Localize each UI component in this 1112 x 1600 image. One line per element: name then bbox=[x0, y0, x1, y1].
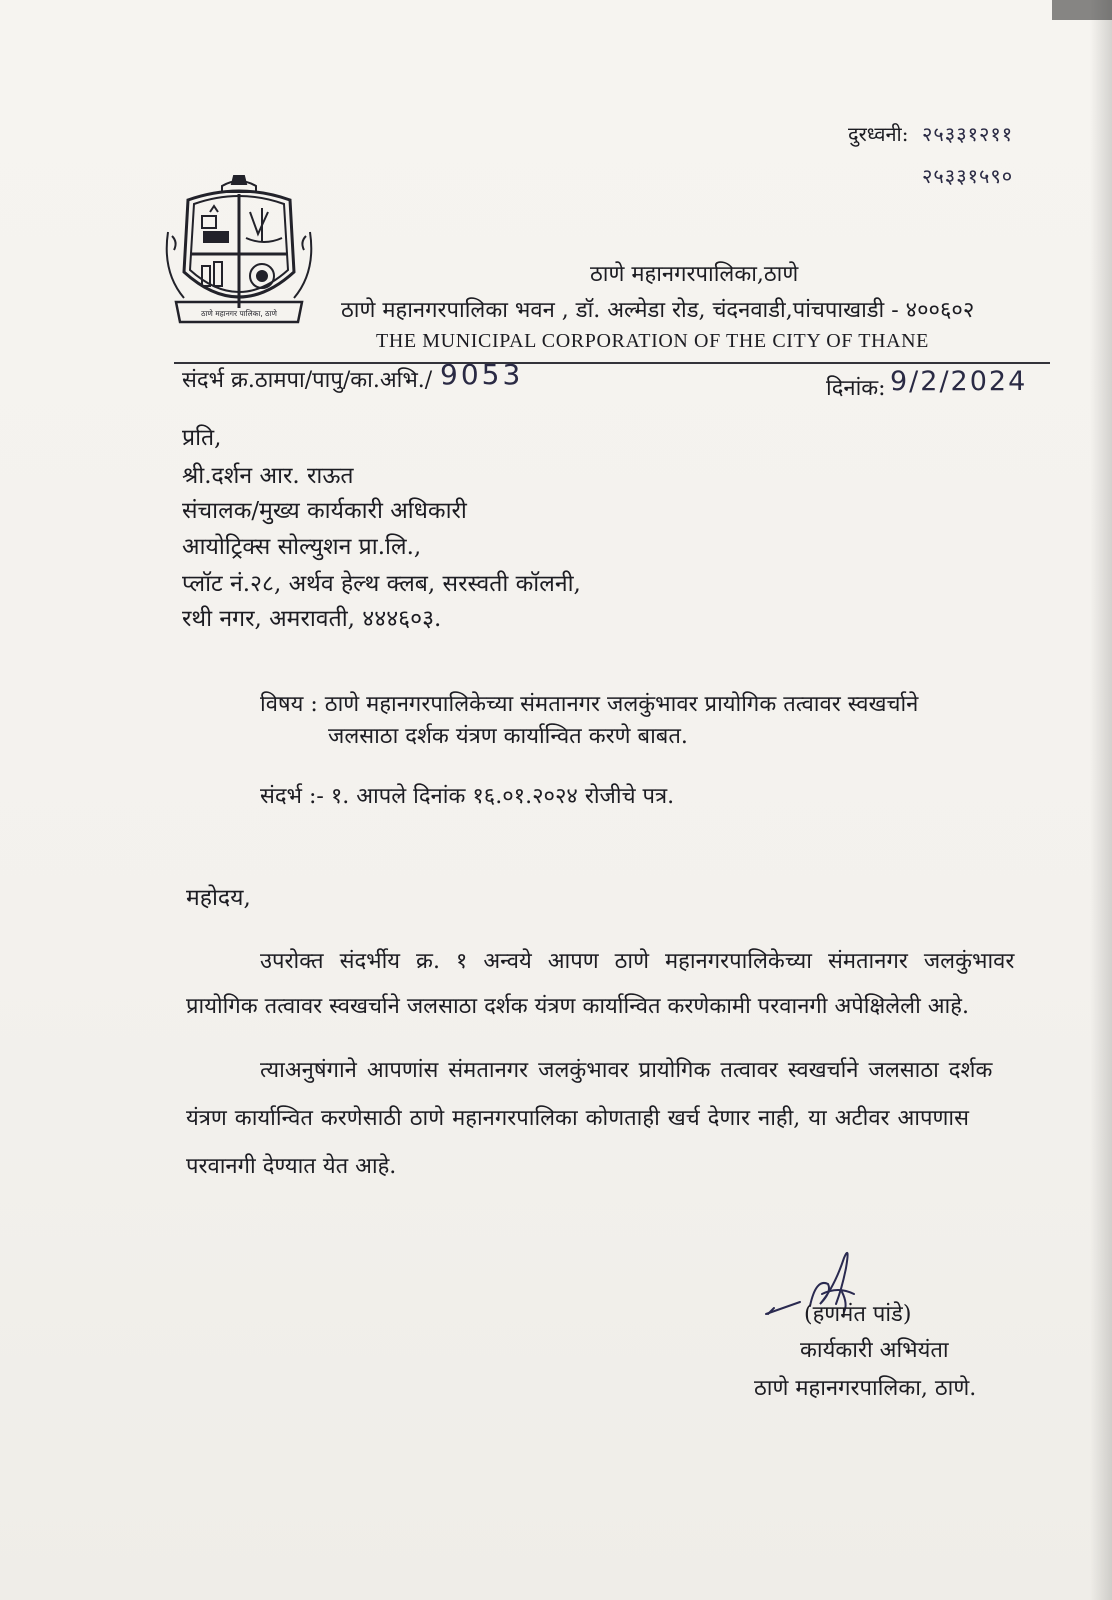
addressee-line: श्री.दर्शन आर. राऊत bbox=[182, 463, 354, 489]
paragraph-1-line-2: प्रायोगिक तत्वावर स्वखर्चाने जलसाठा दर्शक यंत्रण कार्यान्वित करणेकामी परवानगी अपेक्षिलेली आहे. bbox=[186, 994, 969, 1019]
paragraph-2-line-1: त्याअनुषंगाने आपणांस संमतानगर जलकुंभावर प्रायोगिक तत्वावर स्वखर्चाने जलसाठा दर्शक bbox=[260, 1058, 993, 1083]
signatory-name: (हणमंत पांडे) bbox=[804, 1302, 912, 1327]
subject-reference: संदर्भ :- १. आपले दिनांक १६.०१.२०२४ रोजीचे पत्र. bbox=[260, 784, 675, 809]
reference-label: संदर्भ क्र.ठामपा/पापु/का.अभि./ bbox=[182, 368, 433, 393]
subject-line-1: विषय : ठाणे महानगरपालिकेच्या संमतानगर जलकुंभावर प्रायोगिक तत्वावर स्वखर्चाने bbox=[260, 692, 919, 717]
phone-label: दुरध्वनी: bbox=[848, 122, 909, 146]
addressee-line: रथी नगर, अमरावती, ४४४६०३. bbox=[182, 606, 442, 632]
phone-number-2: २५३३१५९० bbox=[922, 164, 1014, 188]
date-value: 9/2/2024 bbox=[890, 366, 1028, 397]
salutation: महोदय, bbox=[186, 885, 251, 911]
paragraph-2-line-2: यंत्रण कार्यान्वित करणेसाठी ठाणे महानगरपालिका कोणताही खर्च देणार नाही, या अटीवर आपणास bbox=[186, 1106, 969, 1131]
addressee-line: प्लॉट नं.२८, अर्थव हेल्थ क्लब, सरस्वती कॉलनी, bbox=[182, 571, 581, 597]
subject-line-2: जलसाठा दर्शक यंत्रण कार्यान्वित करणे बाबत. bbox=[328, 724, 688, 749]
phone-number-1: २५३३१२११ bbox=[922, 122, 1014, 146]
addressee-line: आयोट्रिक्स सोल्युशन प्रा.लि., bbox=[182, 534, 422, 560]
signatory-designation: कार्यकारी अभियंता bbox=[800, 1338, 949, 1363]
page-shadow-edge bbox=[1090, 0, 1112, 1600]
addressee-line: संचालक/मुख्य कार्यकारी अधिकारी bbox=[182, 498, 467, 524]
date-label: दिनांक: bbox=[826, 376, 886, 401]
signatory-office: ठाणे महानगरपालिका, ठाणे. bbox=[754, 1376, 977, 1401]
org-address: ठाणे महानगरपालिका भवन , डॉ. अल्मेडा रोड, चंदनवाडी,पांचपाखाडी - ४००६०२ bbox=[341, 298, 975, 323]
paragraph-2-line-3: परवानगी देण्यात येत आहे. bbox=[186, 1154, 397, 1179]
org-name-marathi: ठाणे महानगरपालिका,ठाणे bbox=[590, 262, 799, 287]
addressee-line: प्रति, bbox=[182, 425, 222, 451]
paragraph-1-line-1: उपरोक्त संदर्भीय क्र. १ अन्वये आपण ठाणे महानगरपालिकेच्या संमतानगर जलकुंभावर bbox=[260, 949, 1015, 974]
org-name-english: THE MUNICIPAL CORPORATION OF THE CITY OF THANE bbox=[376, 330, 929, 352]
page-corner-shadow bbox=[1052, 0, 1112, 20]
emblem-caption: ठाणे महानगर पालिका, ठाणे bbox=[201, 309, 277, 318]
reference-number: 9053 bbox=[440, 358, 524, 391]
municipal-emblem-icon bbox=[158, 172, 320, 342]
